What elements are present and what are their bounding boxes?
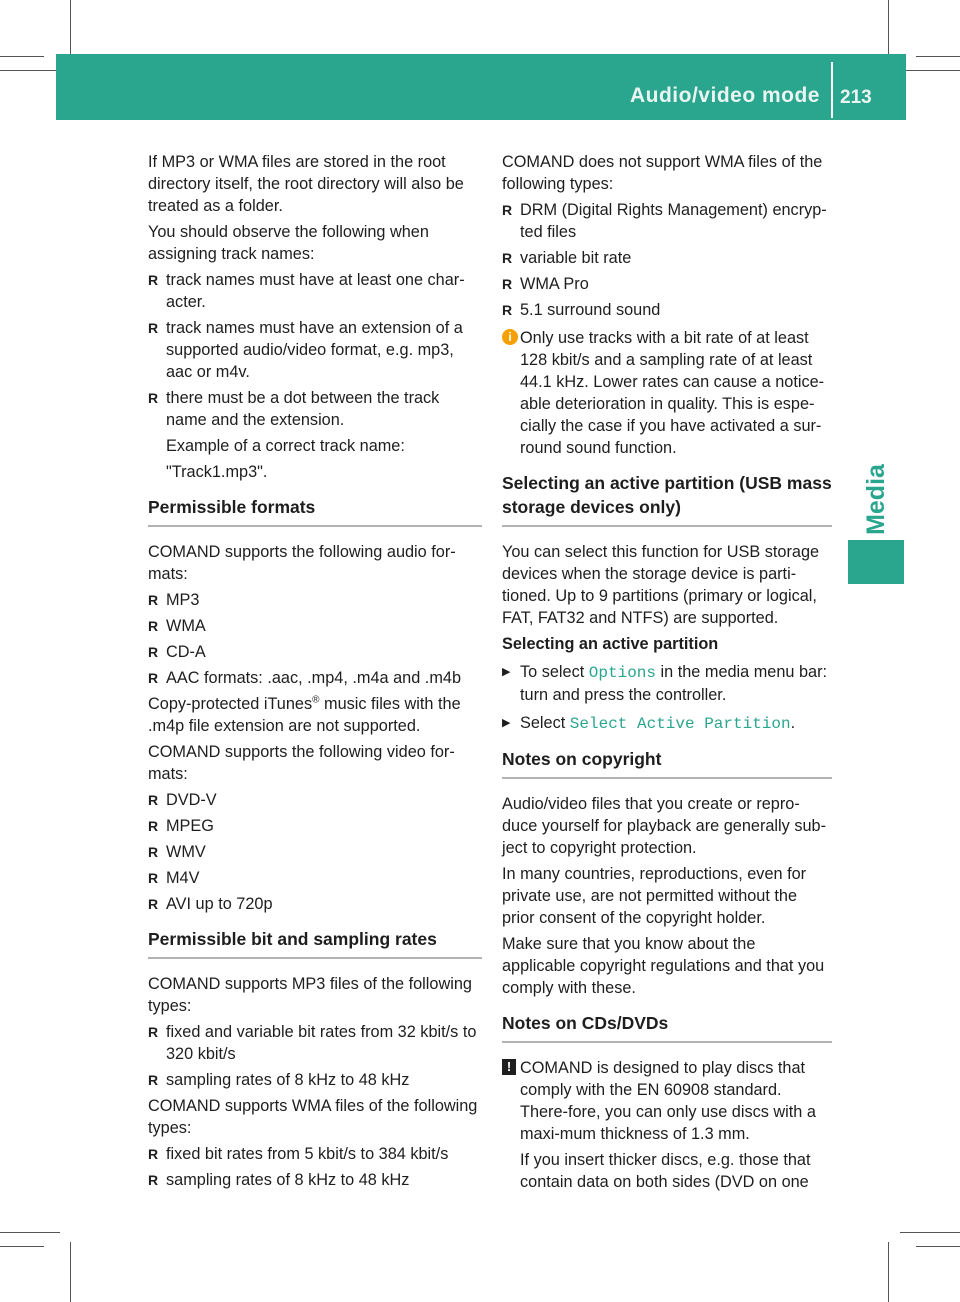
list-item: R track names must have at least one char-acter. [148,269,482,313]
info-icon: i [502,329,518,345]
list-item: R WMA Pro [502,273,832,295]
list-item: R fixed and variable bit rates from 32 kbit/s to 320 kbit/s [148,1021,482,1065]
example-value: "Track1.mp3". [166,463,268,481]
paragraph: Make sure that you know about the applicable copyright regulations and that you comply with these. [502,935,825,997]
list-item: R WMV [148,841,482,863]
heading-copyright: Notes on copyright [502,747,832,779]
list-item: R AAC formats: .aac, .mp4, .m4a and .m4b [148,667,482,689]
step [502,661,832,706]
text: Copy-protected iTunes [148,695,313,713]
list-item: R 5.1 surround sound [502,299,832,321]
warning-text-continued: If you insert thicker discs, e.g. those that contain data on both sides (DVD on one [520,1151,811,1191]
crop-mark [900,1232,960,1233]
list-item: R sampling rates of 8 kHz to 48 kHz [148,1069,482,1091]
list-item: R fixed bit rates from 5 kbit/s to 384 kbit/s [148,1143,482,1165]
warning-note [502,1057,832,1193]
paragraph: COMAND supports MP3 files of the following types: [148,975,472,1015]
example-label: Example of a correct track name: [166,437,405,455]
paragraph-itunes [148,693,482,737]
header-divider [831,62,833,118]
text: To select [520,663,589,681]
heading-cds-dvds: Notes on CDs/DVDs [502,1011,832,1043]
crop-mark [70,1242,71,1302]
step [502,712,832,735]
side-tab [848,454,904,544]
crop-mark [916,1246,960,1247]
crop-mark [0,1232,60,1233]
crop-mark [70,0,71,60]
list-item: R WMA [148,615,482,637]
list-item: R DVD-V [148,789,482,811]
paragraph: Audio/video files that you create or repro-duce yourself for playback are generally sub-ject to copyright protection. [502,795,826,857]
paragraph: If MP3 or WMA files are stored in the root directory itself, the root directory will also be treated as a folder. [148,153,464,215]
list-item: R sampling rates of 8 kHz to 48 kHz [148,1169,482,1191]
paragraph: In many countries, reproductions, even for private use, are not permitted without the prior consent of the copyright holder. [502,865,807,927]
crop-mark [888,0,889,60]
crop-mark [0,70,60,71]
section-title: Audio/video mode [629,84,820,107]
warning-icon: ! [502,1059,516,1075]
page-number: 213 [840,87,872,108]
crop-mark [900,70,960,71]
list-item: R DRM (Digital Rights Management) encryp-ted files [502,199,832,243]
list-item: R MP3 [148,589,482,611]
crop-mark [0,1246,44,1247]
right-column [502,151,832,1205]
crop-mark [0,56,44,57]
info-note [502,327,832,459]
list-item: R AVI up to 720p [148,893,482,915]
paragraph: COMAND supports WMA files of the following types: [148,1097,478,1137]
heading-active-partition: Selecting an active partition (USB mass storage devices only) [502,471,832,527]
menu-option-code: Options [588,664,656,682]
text: music files with the .m4p file extension are not supported. [148,695,461,735]
list-item: R there must be a dot between the track name and the extension. [148,387,482,431]
list-item: R M4V [148,867,482,889]
side-tab-label: Media [861,463,890,535]
list-item: R MPEG [148,815,482,837]
text: in the media menu bar: turn and press the controller. [520,663,828,704]
list-item: R variable bit rate [502,247,832,269]
warning-text: COMAND is designed to play discs that comply with the EN 60908 standard. There-fore, you can only use discs with a maxi-mum thickness of 1.3 mm. [520,1059,816,1143]
paragraph: COMAND supports the following video for-mats: [148,743,455,783]
paragraph: You should observe the following when assigning track names: [148,223,429,263]
crop-mark [916,56,960,57]
list-item: R CD-A [148,641,482,663]
paragraph: COMAND does not support WMA files of the following types: [502,153,823,193]
paragraph: You can select this function for USB storage devices when the storage device is parti-tioned. Up to 9 partitions (primary or logical, FAT, FAT32 and NTFS) are supported. [502,543,820,627]
registered-mark: ® [312,694,320,706]
side-tab-marker [848,540,904,584]
paragraph: COMAND supports the following audio for-mats: [148,543,456,583]
left-column [148,151,482,1195]
subheading: Selecting an active partition [502,635,719,653]
text: Select [520,714,570,732]
menu-option-code: Select Active Partition [569,715,791,733]
list-item: R track names must have an extension of a supported audio/video format, e.g. mp3, aac or m4v. [148,317,482,383]
text: . [790,714,796,732]
heading-permissible-formats: Permissible formats [148,495,482,527]
crop-mark [888,1242,889,1302]
info-note-text: Only use tracks with a bit rate of at least 128 kbit/s and a sampling rate of at least 44.1 kHz. Lower rates can cause a notice-able deterioration in quality. This is espe-cially the case if you have activated a sur-round sound function. [520,329,825,457]
heading-bit-sampling-rates: Permissible bit and sampling rates [148,927,482,959]
